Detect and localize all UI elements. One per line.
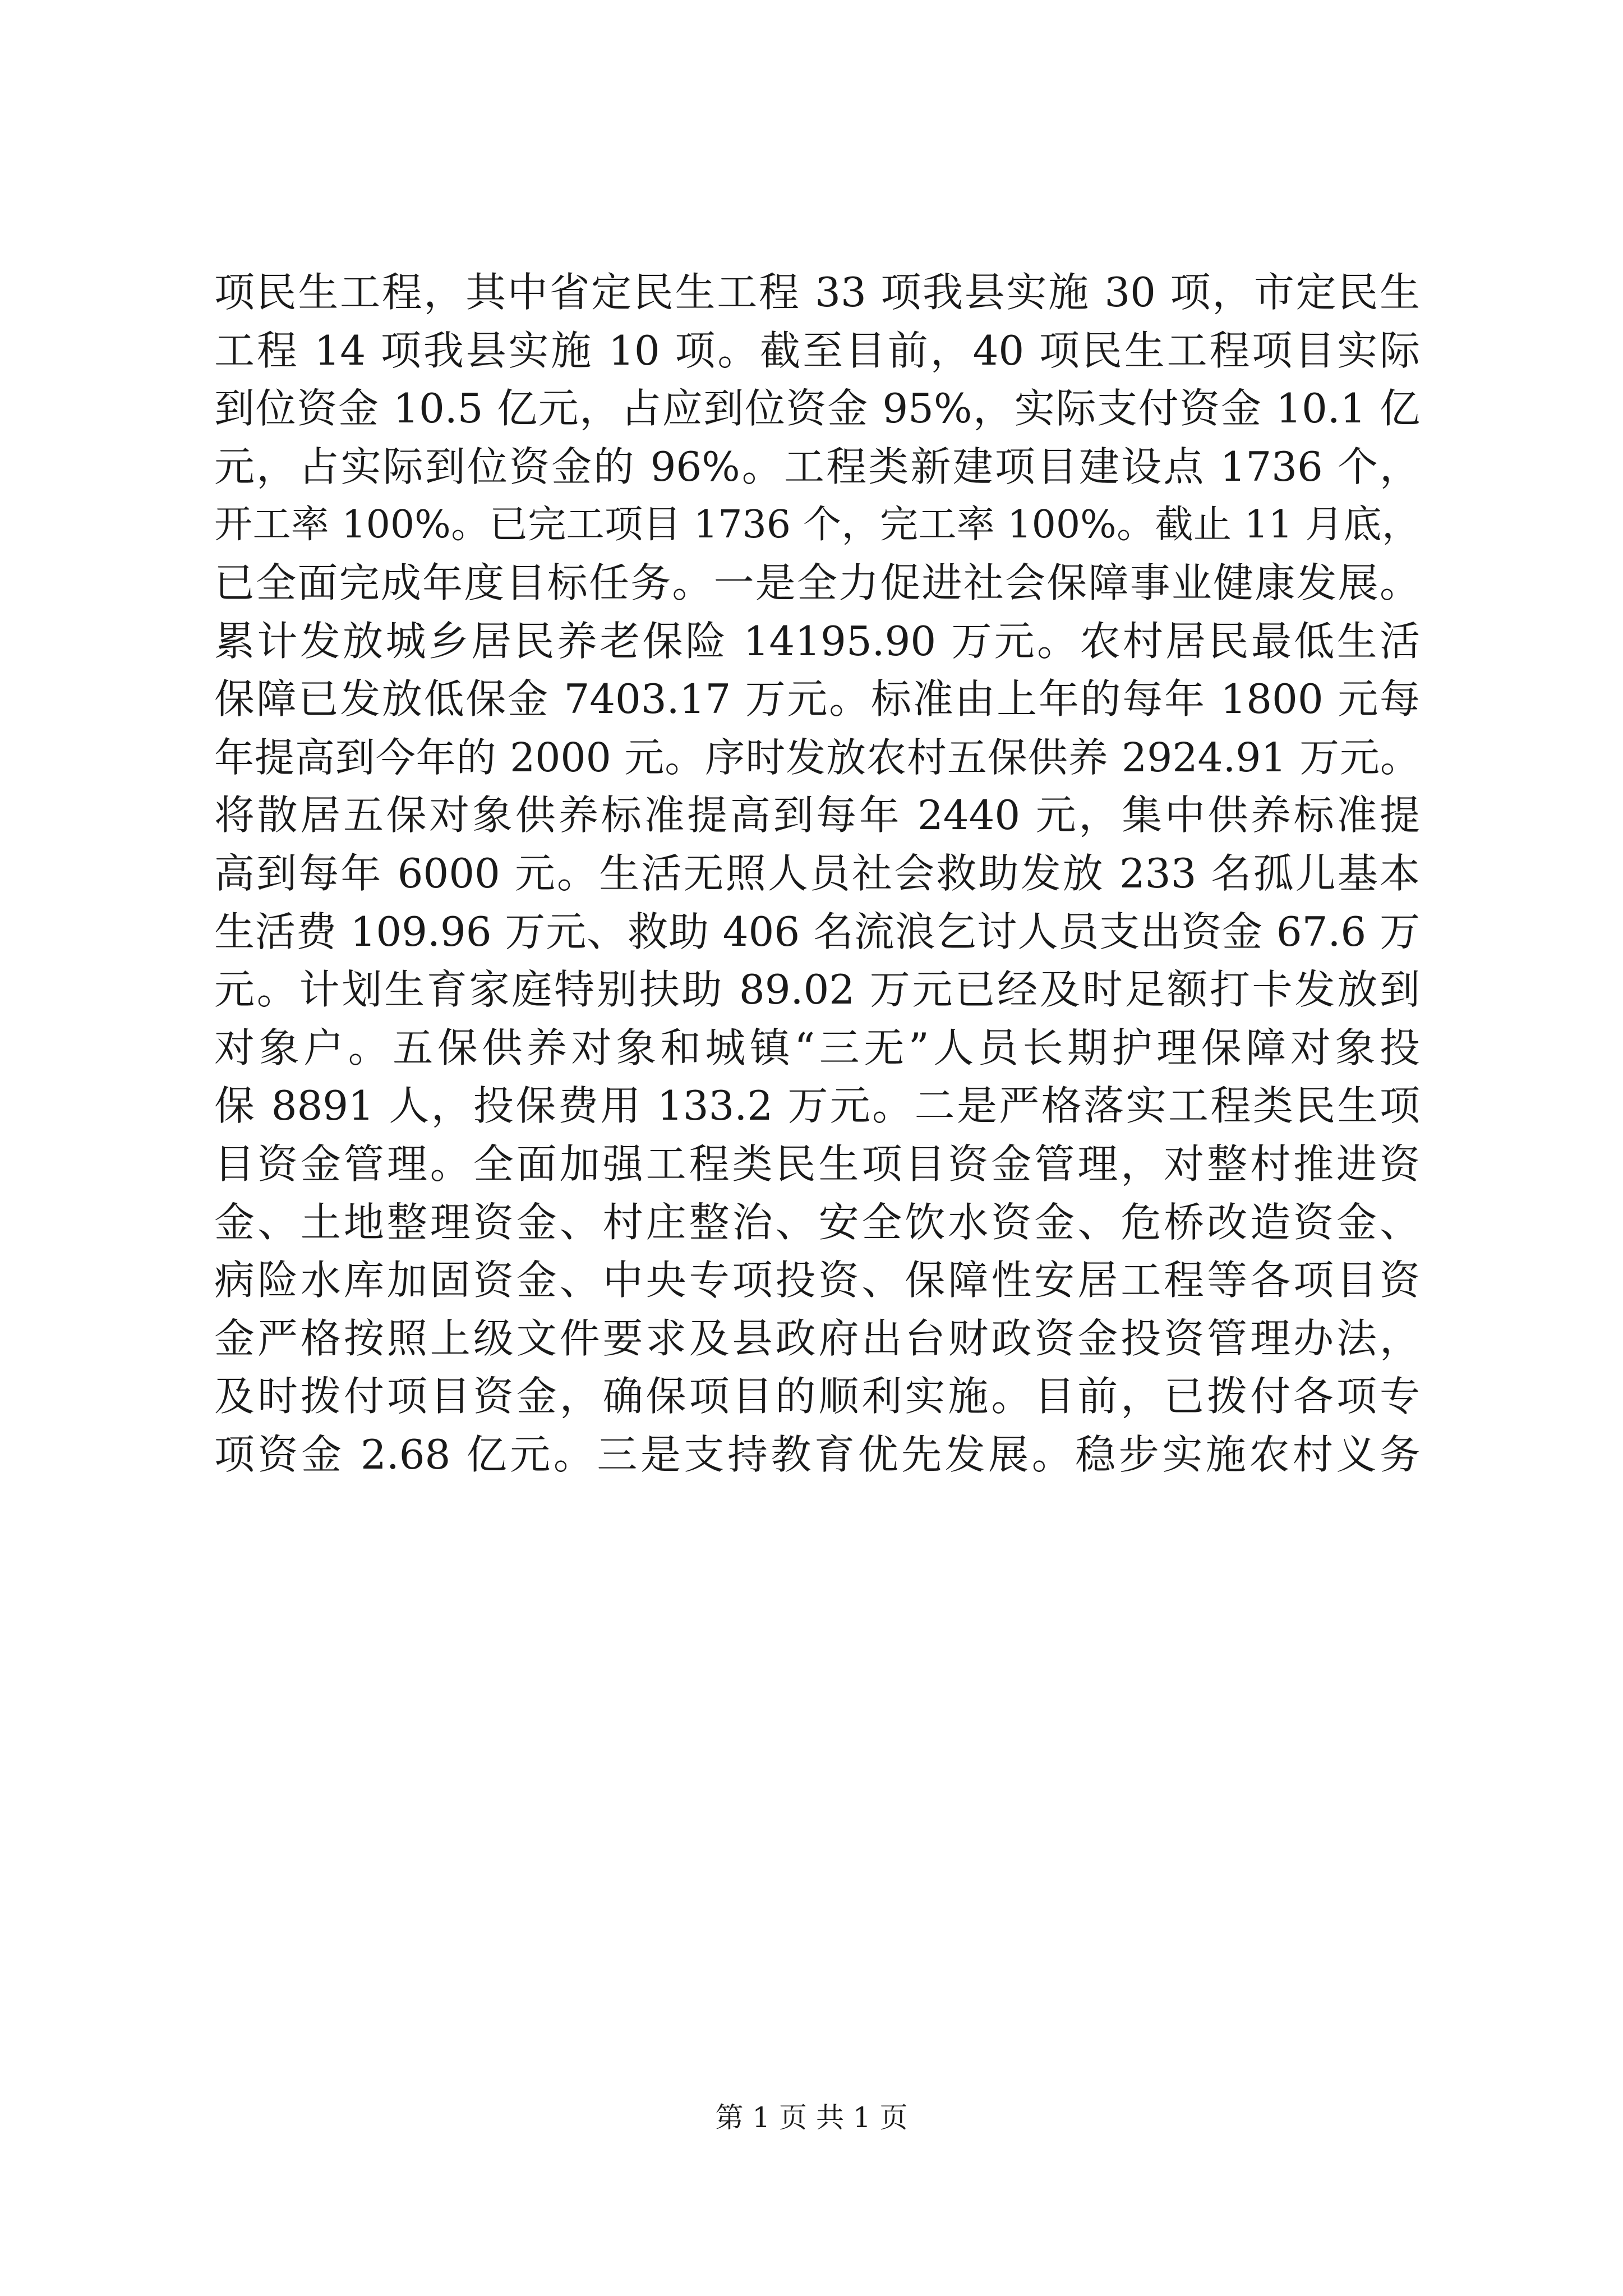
text-line: 元。计划生育家庭特别扶助 89.02 万元已经及时足额打卡发放到 [214,966,1420,1014]
text-line: 到位资金 10.5 亿元，占应到位资金 95%，实际支付资金 10.1 亿 [214,385,1420,432]
text-line: 病险水库加固资金、中央专项投资、保障性安居工程等各项目资 [214,1257,1420,1304]
text-line: 项资金 2.68 亿元。三是支持教育优先发展。稳步实施农村义务 [214,1430,1420,1478]
text-line: 开工率 100%。已完工项目 1736 个，完工率 100%。截止 11 月底， [214,503,1420,547]
text-line: 目资金管理。全面加强工程类民生项目资金管理，对整村推进资 [214,1140,1420,1188]
text-line: 年提高到今年的 2000 元。序时发放农村五保供养 2924.91 万元。 [214,734,1420,781]
body-text [214,264,1420,1484]
text-line: 金严格按照上级文件要求及县政府出台财政资金投资管理办法， [214,1314,1420,1362]
text-line: 将散居五保对象供养标准提高到每年 2440 元，集中供养标准提 [214,792,1420,839]
text-line: 已全面完成年度目标任务。一是全力促进社会保障事业健康发展。 [214,559,1420,606]
text-line: 工程 14 项我县实施 10 项。截至目前，40 项民生工程项目实际 [214,326,1420,374]
text-line: 保 8891 人，投保费用 133.2 万元。二是严格落实工程类民生项 [214,1082,1420,1130]
text-line: 累计发放城乡居民养老保险 14195.90 万元。农村居民最低生活 [214,617,1420,665]
text-line: 生活费 109.96 万元、救助 406 名流浪乞讨人员支出资金 67.6 万 [214,908,1420,955]
text-line: 对象户。五保供养对象和城镇“三无”人员长期护理保障对象投 [214,1024,1420,1071]
text-line: 金、土地整理资金、村庄整治、安全饮水资金、危桥改造资金、 [214,1198,1420,1246]
text-line: 高到每年 6000 元。生活无照人员社会救助发放 233 名孤儿基本 [214,849,1420,897]
text-line: 保障已发放低保金 7403.17 万元。标准由上年的每年 1800 元每 [214,675,1420,723]
text-line: 元，占实际到位资金的 96%。工程类新建项目建设点 1736 个， [214,443,1420,490]
text-line: 项民生工程，其中省定民生工程 33 项我县实施 30 项，市定民生 [214,269,1420,316]
text-line: 及时拨付项目资金，确保项目的顺利实施。目前，已拨付各项专 [214,1373,1420,1420]
page-footer: 第 1 页 共 1 页 [715,2101,908,2134]
